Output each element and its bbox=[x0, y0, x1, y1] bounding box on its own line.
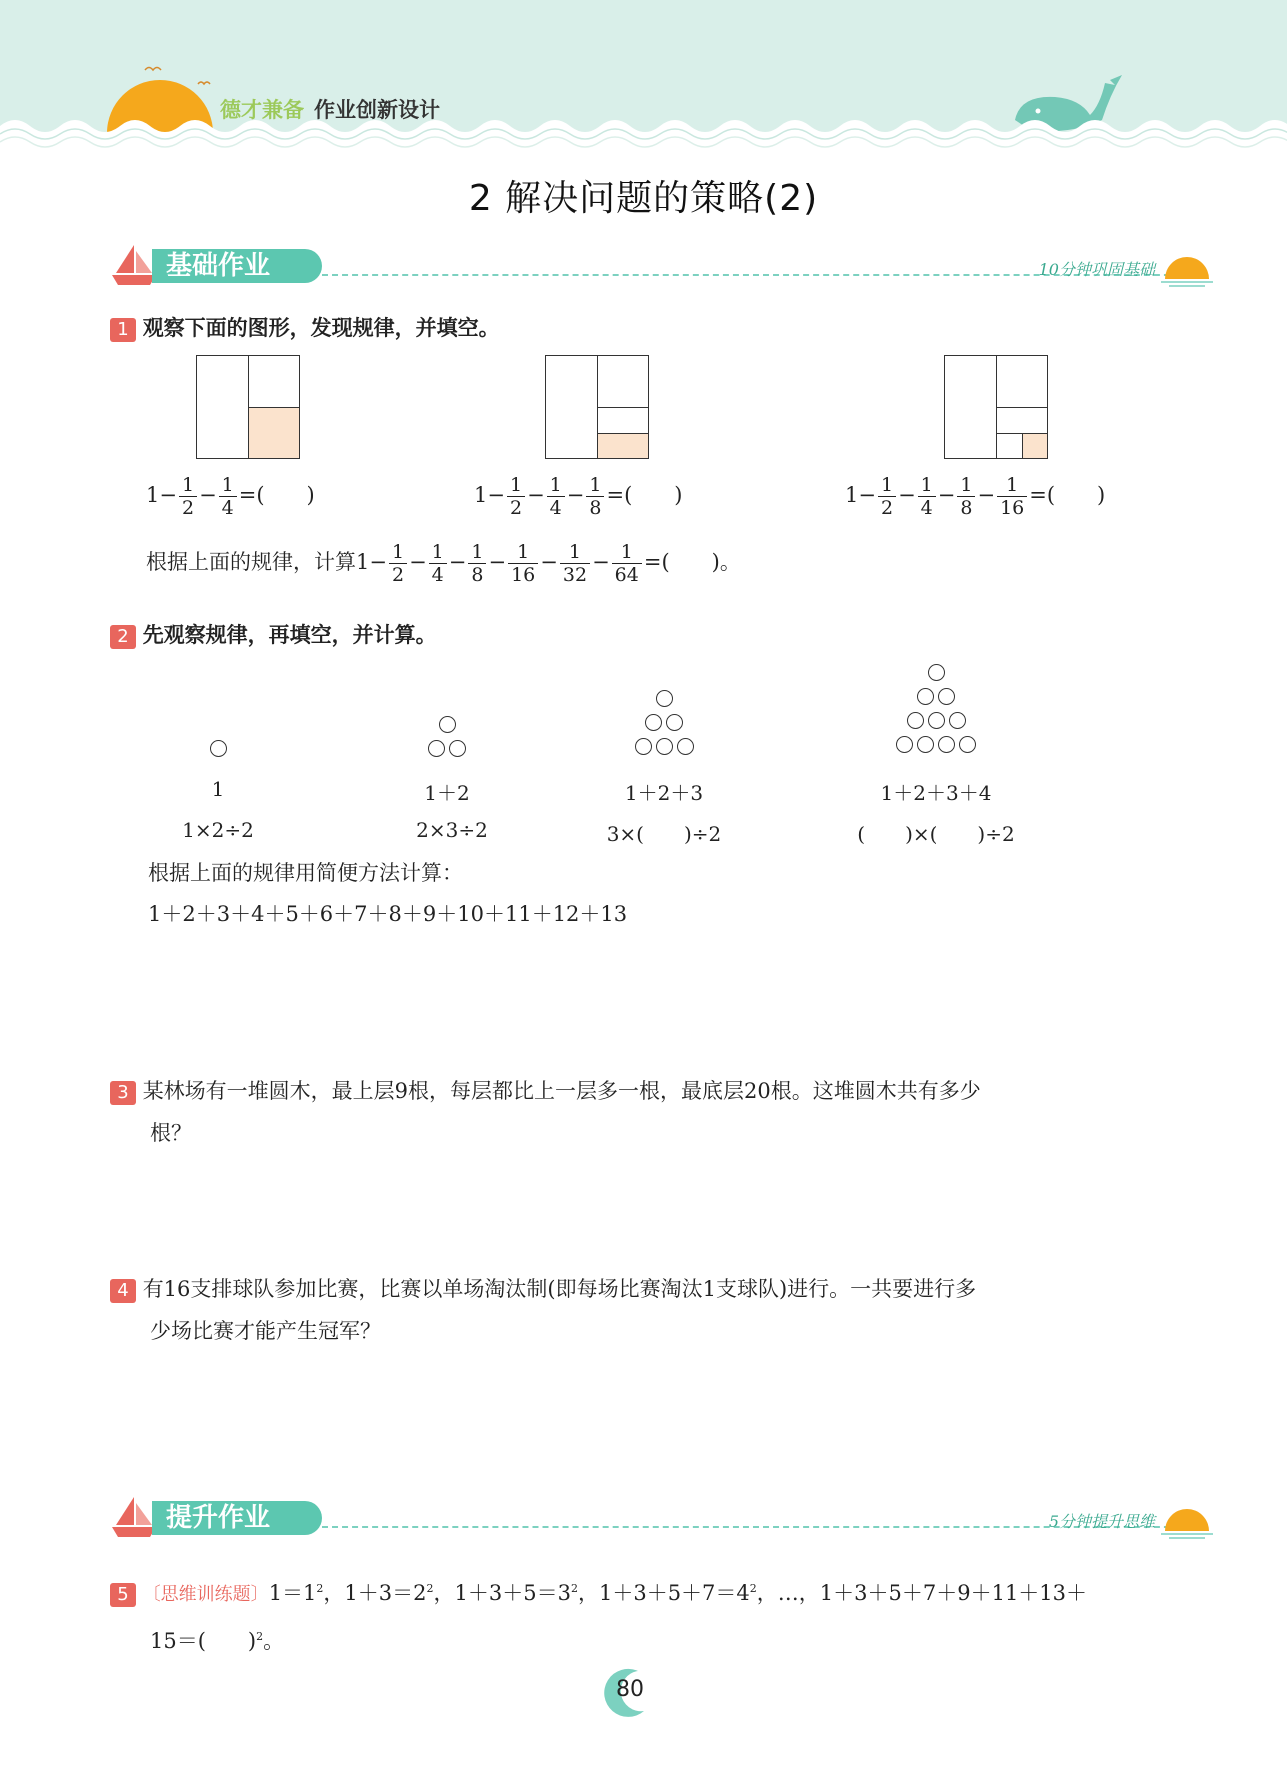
q2-instruction: 根据上面的规律用简便方法计算： bbox=[148, 861, 463, 885]
question-5: 5 〔思维训练题〕$1=1^2$，$1+3=2^2$，$1+3+5=3^2$，$1+3+5+7=4^2$，…，1＋3＋5＋7＋9＋11＋13＋ 15＝( )$^2$。 bbox=[110, 1568, 1170, 1662]
brand-subtitle: 作业创新设计 bbox=[314, 98, 440, 122]
question-text: 观察下面的图形，发现规律，并填空。 bbox=[142, 316, 500, 340]
question-text: 先观察规律，再填空，并计算。 bbox=[142, 623, 437, 647]
lesson-title: 2 解决问题的策略(2) bbox=[468, 178, 819, 219]
answer-blank[interactable]: =( ) bbox=[606, 483, 683, 507]
question-text: 某林场有一堆圆木，最上层9根，每层都比上一层多一根，最底层20根。这堆圆木共有多少 bbox=[142, 1079, 981, 1103]
section-label: 基础作业 bbox=[152, 249, 322, 283]
circle-pyramid-2 bbox=[397, 716, 497, 764]
sum-label: 1 bbox=[211, 777, 225, 801]
formula-label: 2×3÷2 bbox=[416, 818, 488, 842]
square-figure-1 bbox=[196, 355, 300, 459]
answer-blank[interactable]: =( )。 bbox=[643, 550, 741, 574]
section-label: 提升作业 bbox=[152, 1501, 322, 1535]
question-number: 3 bbox=[110, 1081, 136, 1105]
question-3 bbox=[110, 1070, 1160, 1154]
question-text: 根？ bbox=[150, 1121, 192, 1145]
sum-label: 1＋2＋3＋4 bbox=[880, 781, 992, 805]
section-banner-advanced bbox=[60, 1495, 1260, 1539]
fraction-rule-expression: 根据上面的规律，计算1− $\frac{1}{2}$ − $\frac{1}{4}$ − $\frac{1}{8}$ − $\frac{1}{16}$ − $\frac{1}{32}$ − $\frac{1}{64}$ =( )。 bbox=[146, 541, 741, 586]
sum-label: 1＋2＋3 bbox=[624, 781, 704, 805]
question-4 bbox=[110, 1268, 1160, 1352]
brand-name: 德才兼备 bbox=[220, 98, 304, 122]
square-figure-2 bbox=[545, 355, 649, 459]
section-banner-basic bbox=[60, 243, 1260, 287]
page-number: 80 bbox=[616, 1677, 644, 1702]
wave-border bbox=[0, 112, 1287, 150]
header-band bbox=[0, 0, 1287, 150]
question-2-prompt bbox=[110, 614, 437, 656]
fraction-expression-1: 1− $\frac{1}{2}$ − $\frac{1}{4}$ =( ) bbox=[146, 474, 315, 519]
question-tag: 〔思维训练题〕 bbox=[142, 1584, 269, 1605]
circle-pyramid-3 bbox=[614, 690, 714, 762]
sum-label: 1＋2 bbox=[424, 781, 470, 805]
formula-blank[interactable]: ( )×( )÷2 bbox=[857, 822, 1015, 846]
fraction-expression-3: 1− $\frac{1}{2}$ − $\frac{1}{4}$ − $\frac{1}{8}$ − $\frac{1}{16}$ =( ) bbox=[845, 474, 1106, 519]
answer-blank[interactable]: =( ) bbox=[238, 483, 315, 507]
answer-blank[interactable]: =( ) bbox=[1029, 483, 1106, 507]
q2-expression: 1＋2＋3＋4＋5＋6＋7＋8＋9＋10＋11＋12＋13 bbox=[148, 902, 628, 926]
circle-pyramid-4 bbox=[876, 664, 996, 760]
question-1-prompt bbox=[110, 307, 500, 349]
question-number: 2 bbox=[110, 625, 136, 649]
sailboat-icon bbox=[110, 1495, 158, 1539]
question-number: 4 bbox=[110, 1279, 136, 1303]
fraction-expression-2: 1− $\frac{1}{2}$ − $\frac{1}{4}$ − $\frac{1}{8}$ =( ) bbox=[474, 474, 683, 519]
formula-label: 1×2÷2 bbox=[182, 818, 254, 842]
square-figure-3 bbox=[944, 355, 1048, 459]
circle-pyramid-1 bbox=[168, 740, 268, 764]
question-text: 有16支排球队参加比赛，比赛以单场淘汰制(即每场比赛淘汰1支球队)进行。一共要进行多 bbox=[142, 1277, 977, 1301]
sailboat-icon bbox=[110, 243, 158, 287]
formula-blank[interactable]: 3×( )÷2 bbox=[606, 822, 722, 846]
sun-icon bbox=[1159, 1505, 1215, 1539]
sun-icon bbox=[1159, 253, 1215, 287]
question-number: 5 bbox=[110, 1583, 136, 1607]
question-number: 1 bbox=[110, 318, 136, 342]
section-hint: 5分钟提升思维 bbox=[1048, 1512, 1155, 1531]
answer-blank[interactable]: 15＝( ) bbox=[150, 1629, 257, 1653]
section-hint: 10分钟巩固基础 bbox=[1038, 260, 1155, 279]
question-text: 少场比赛才能产生冠军？ bbox=[150, 1319, 381, 1343]
